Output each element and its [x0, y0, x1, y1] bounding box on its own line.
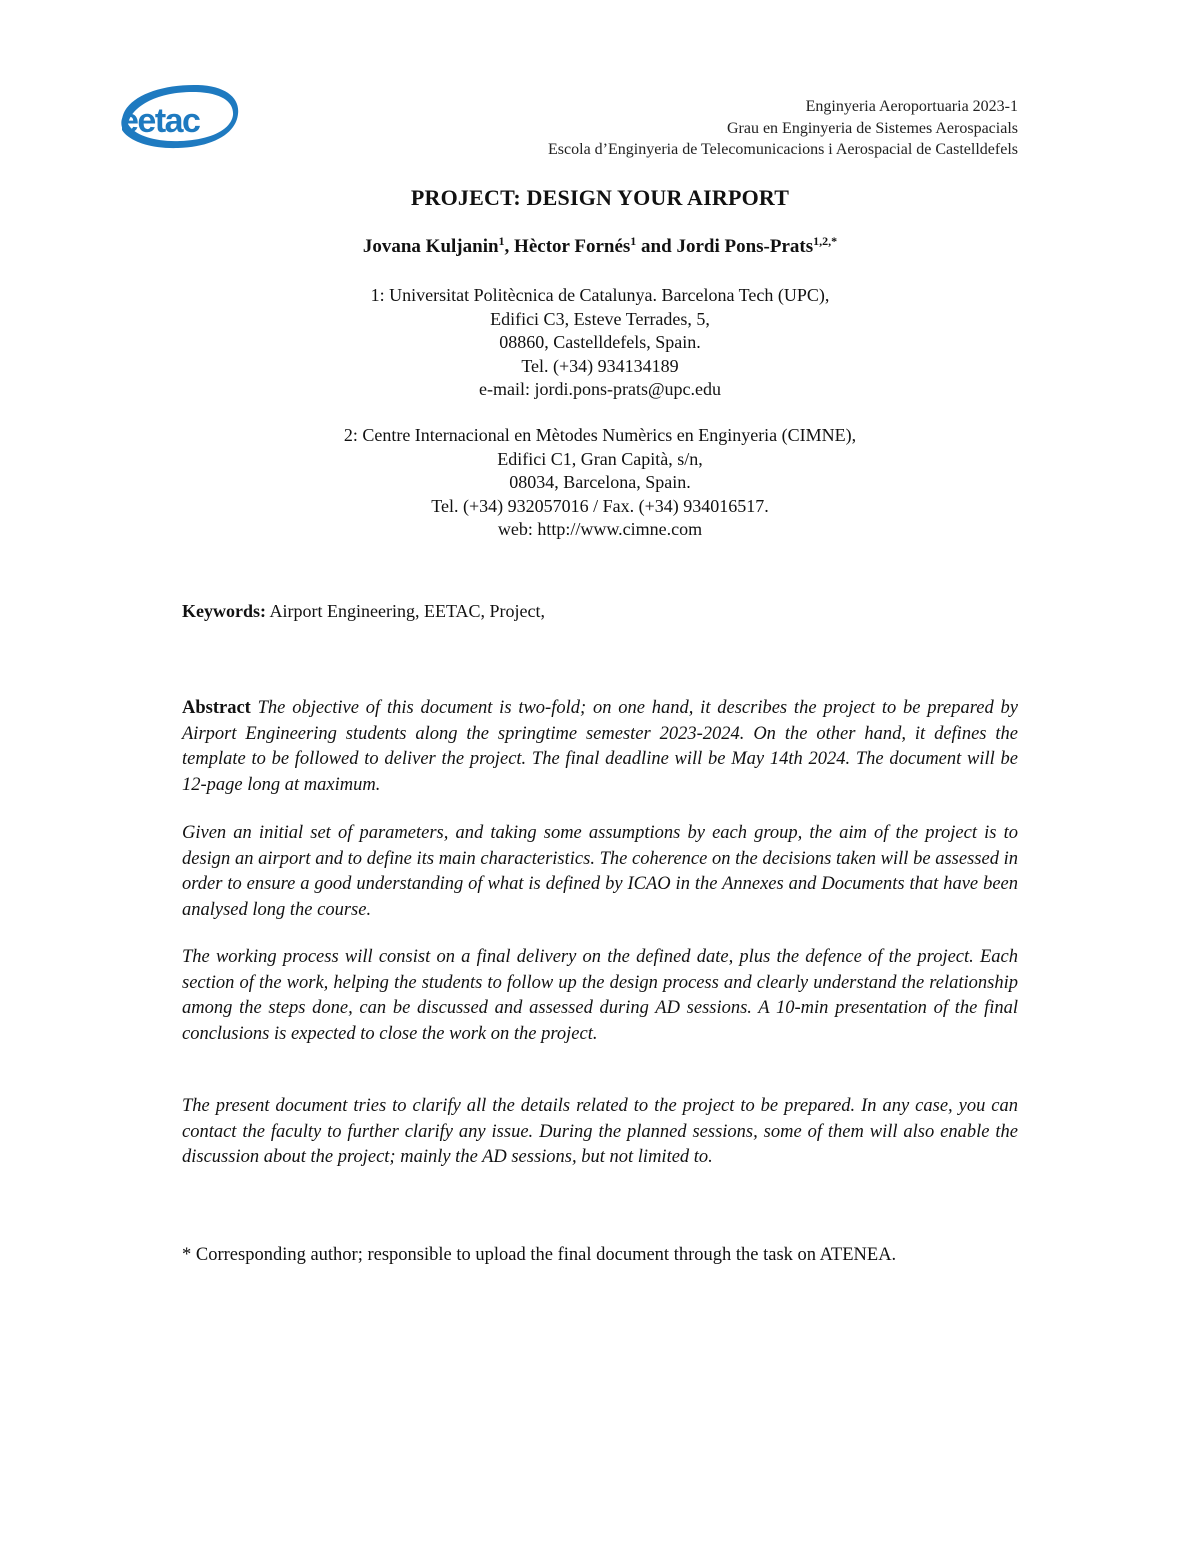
author-separator-and: and [636, 236, 677, 257]
logo-text: eetac [120, 102, 200, 140]
header-school: Escola d’Enginyeria de Telecomunicacions i Aerospacial de Castelldefels [548, 141, 1018, 158]
eetac-logo-graphic [118, 80, 242, 152]
affiliation-upc-name: 1: Universitat Politècnica de Catalunya. Barcelona Tech (UPC), [370, 285, 830, 305]
affiliation-cimne-web[interactable]: web: http://www.cimne.com [497, 519, 703, 539]
keywords-label: Keywords: [182, 601, 266, 621]
abstract-paragraph-4: The present document tries to clarify all the details related to the project to be prepared. In any case, you can contact the faculty to further clarify any issue. During the planned sessions, some of them will also enable the discussion about the project; mainly the AD sessions, but not limited to. [182, 1096, 1018, 1167]
header-course: Enginyeria Aeroportuaria 2023-1 [805, 98, 1018, 115]
corresponding-author-note: * Corresponding author; responsible to upload the final document through the task on ATENEA. [182, 1245, 897, 1265]
author-kuljanin-affil: 1 [498, 234, 505, 248]
abstract-text-1: The objective of this document is two-fold; on one hand, it describes the project to be prepared by Airport Engineering students along the springtime semester 2023-2024. On the other hand, it defines the template to be followed to deliver the project. The final deadline will be May 14th 2024. The document will be 12-page long at maximum. [182, 698, 1018, 795]
keywords-value: Airport Engineering, EETAC, Project, [266, 601, 545, 621]
author-separator: , [504, 236, 515, 257]
affiliation-cimne-phone: Tel. (+34) 932057016 / Fax. (+34) 934016517. [431, 495, 769, 516]
author-fornes-affil: 1 [630, 234, 637, 248]
affiliation-upc [0, 284, 1200, 402]
affiliation-cimne-city: 08034, Barcelona, Spain. [509, 472, 691, 492]
document-title: PROJECT: DESIGN YOUR AIRPORT [410, 185, 790, 210]
keywords-line [182, 601, 545, 622]
eetac-logo [118, 80, 242, 152]
author-kuljanin: Jovana Kuljanin [362, 236, 499, 257]
abstract-paragraph-3: The working process will consist on a final delivery on the defined date, plus the defence of the project. Each section of the work, helping the students to follow up the design process and clearly understand the relationship among the steps done, can be discussed and assessed during AD sessions. A 10-min presentation of the final conclusions is expected to close the work on the project. [182, 947, 1018, 1044]
abstract-paragraph-2: Given an initial set of parameters, and taking some assumptions by each group, the aim of the project is to design an airport and to define its main characteristics. The coherence on the decisions taken will be assessed in order to ensure a good understanding of what is defined by ICAO in the Annexes and Documents that have been analysed long the course. [182, 823, 1018, 920]
affiliation-upc-city: 08860, Castelldefels, Spain. [499, 332, 701, 352]
affiliation-cimne-name: 2: Centre Internacional en Mètodes Numèrics en Enginyeria (CIMNE), [343, 425, 857, 445]
abstract-label: Abstract [182, 698, 251, 718]
document-header [548, 96, 1018, 161]
author-pons-prats: Jordi Pons-Prats [676, 236, 814, 257]
header-degree: Grau en Enginyeria de Sistemes Aerospacials [726, 119, 1018, 137]
author-pons-prats-affil: 1,2,* [813, 234, 838, 248]
affiliation-cimne-address: Edifici C1, Gran Capità, s/n, [497, 448, 703, 469]
abstract-paragraph-1 [182, 696, 1018, 798]
affiliation-upc-phone: Tel. (+34) 934134189 [521, 355, 679, 376]
authors-line [0, 236, 1200, 258]
author-fornes: Hèctor Fornés [514, 236, 631, 257]
affiliation-upc-email[interactable]: e-mail: jordi.pons-prats@upc.edu [478, 379, 721, 399]
affiliation-upc-address: Edifici C3, Esteve Terrades, 5, [490, 308, 710, 329]
affiliation-cimne [0, 424, 1200, 542]
